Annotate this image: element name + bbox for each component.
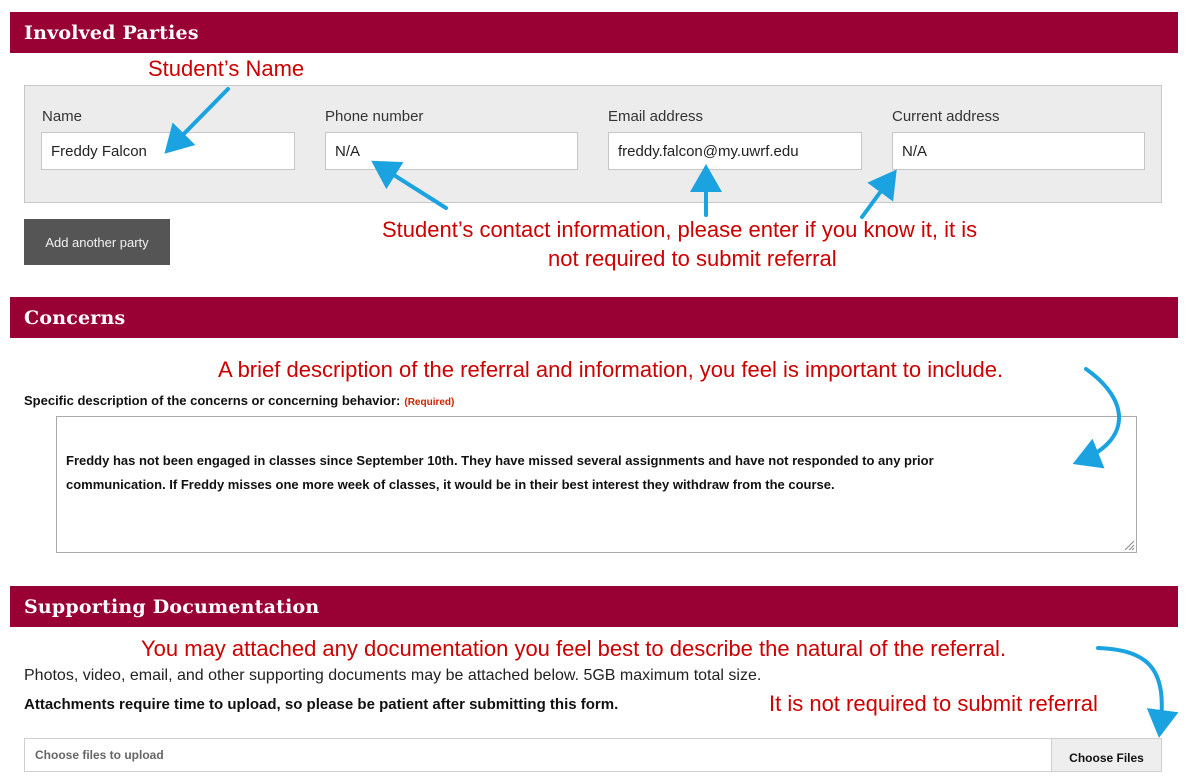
required-badge: (Required) — [404, 397, 455, 408]
annotation-contact-info-line1: Student’s contact information, please enter if you know it, it is — [382, 217, 978, 242]
name-input[interactable]: Freddy Falcon — [41, 132, 295, 170]
section-header-concerns: Concerns — [10, 297, 1178, 338]
choose-files-button[interactable]: Choose Files — [1051, 739, 1161, 771]
concerns-textarea[interactable] — [56, 416, 1137, 553]
section-header-involved-parties: Involved Parties — [10, 12, 1178, 53]
annotation-attach-hint: You may attached any documentation you feel best to describe the natural of the referral. — [141, 636, 1007, 661]
file-upload-field[interactable] — [24, 738, 1162, 772]
name-label: Name — [42, 108, 83, 125]
involved-parties-panel — [24, 85, 1162, 203]
concerns-text: Freddy has not been engaged in classes since September 10th. They have missed several assignments and have not responded to any prior communication. If Freddy misses one more week of classes, it would be in their best interest they withdraw from the course. — [66, 453, 934, 492]
concerns-label-text: Specific description of the concerns or concerning behavior: — [24, 393, 401, 408]
resize-grip-icon[interactable] — [1123, 539, 1135, 551]
email-input[interactable]: freddy.falcon@my.uwrf.edu — [608, 132, 862, 170]
annotation-not-required: It is not required to submit referral — [769, 691, 1098, 716]
phone-label: Phone number — [325, 108, 424, 125]
file-upload-placeholder: Choose files to upload — [35, 748, 164, 762]
attachments-upload-notice: Attachments require time to upload, so please be patient after submitting this form. — [24, 696, 619, 713]
phone-input[interactable]: N/A — [325, 132, 578, 170]
section-header-supporting-documentation: Supporting Documentation — [10, 586, 1178, 627]
annotation-student-name: Student’s Name — [148, 56, 305, 81]
add-another-party-button[interactable]: Add another party — [24, 219, 170, 265]
current-address-label: Current address — [892, 108, 1000, 125]
current-address-input[interactable]: N/A — [892, 132, 1145, 170]
email-label: Email address — [608, 108, 704, 125]
concerns-description-label — [24, 393, 454, 408]
annotation-contact-info-line2: not required to submit referral — [548, 246, 837, 271]
arrow-to-choose-files-icon — [1098, 648, 1162, 730]
attachments-help-text: Photos, video, email, and other supporting documents may be attached below. 5GB maximum total size. — [24, 667, 762, 684]
annotation-brief-description: A brief description of the referral and information, you feel is important to include. — [218, 357, 1004, 382]
